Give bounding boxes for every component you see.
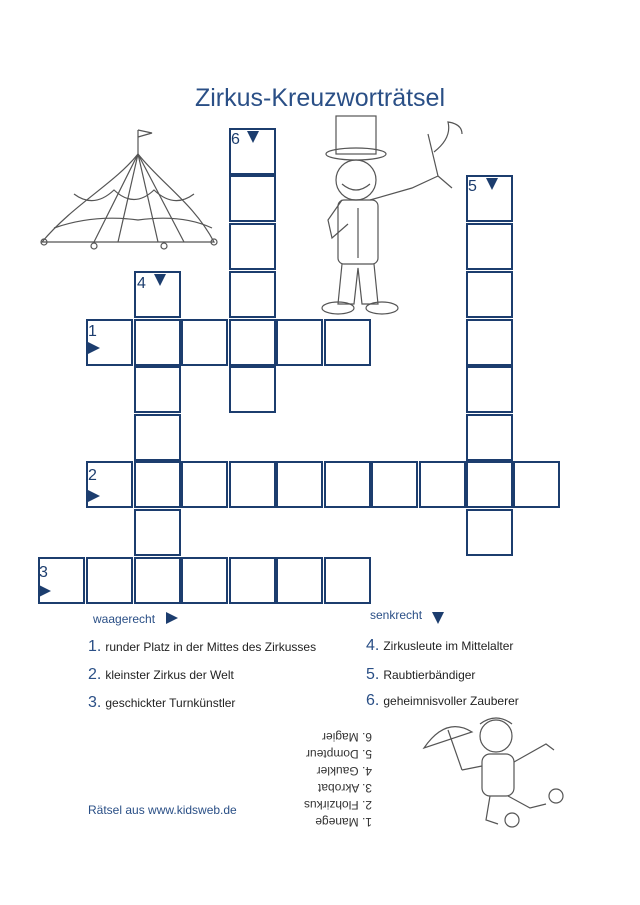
grid-cell[interactable] [513,461,560,508]
answer-item: 2. Flohzirkus [303,798,372,812]
grid-number-3: 3 [39,564,48,581]
grid-cell[interactable] [134,461,181,508]
grid-number-2: 2 [88,467,97,484]
heading-across: waagerecht [93,612,156,626]
clue-across-1: 1. runder Platz in der Mittes des Zirkusses [88,638,317,655]
grid-cell[interactable] [419,461,466,508]
grid-cell[interactable] [324,319,371,366]
grid-cell[interactable] [181,319,228,366]
grid-cell[interactable] [134,414,181,461]
grid-number-1: 1 [88,323,97,340]
grid-cell[interactable] [324,461,371,508]
grid-cell[interactable] [466,366,513,413]
arrow-right-icon [88,342,100,354]
clue-across-3: 3. geschickter Turnkünstler [88,694,236,711]
grid-cell[interactable] [229,557,276,604]
grid-cell[interactable] [229,271,276,318]
grid-cell[interactable] [134,509,181,556]
grid-cell[interactable] [86,557,133,604]
grid-number-6: 6 [231,131,240,148]
grid-cell[interactable] [466,509,513,556]
grid-number-5: 5 [468,178,477,195]
grid-cell[interactable] [229,319,276,366]
clue-across-2: 2. kleinster Zirkus der Welt [88,666,234,683]
grid-cell[interactable] [466,461,513,508]
grid-cell[interactable] [276,319,323,366]
grid-cell[interactable] [229,175,276,222]
grid-cell[interactable] [229,223,276,270]
answer-key [288,728,372,830]
arrow-right-icon [166,612,178,624]
grid-cell[interactable] [371,461,418,508]
grid-cell[interactable] [229,461,276,508]
arrow-right-icon [39,585,51,597]
arrow-down-icon [432,612,444,624]
page-title: Zirkus-Kreuzworträtsel [194,84,446,112]
grid-cell[interactable] [466,223,513,270]
grid-cell[interactable] [134,319,181,366]
answer-item: 6. Magier [321,730,372,744]
grid-cell[interactable] [181,557,228,604]
grid-cell[interactable] [134,366,181,413]
answer-item: 5. Dompteur [305,747,372,761]
grid-cell[interactable] [276,557,323,604]
grid-cell[interactable] [466,319,513,366]
arrow-right-icon [88,490,100,502]
arrow-down-icon [247,131,259,143]
clue-down-5: 5. Raubtierbändiger [366,666,476,683]
grid-cell[interactable] [466,271,513,318]
grid-cell[interactable] [466,414,513,461]
grid-cell[interactable] [276,461,323,508]
answer-item: 1. Manege [315,815,372,829]
grid-cell[interactable] [134,557,181,604]
answer-item: 4. Gaukler [316,764,372,778]
grid-cell[interactable] [324,557,371,604]
answer-item: 3. Akrobat [317,781,372,795]
source-credit: Rätsel aus www.kidsweb.de [88,803,237,817]
grid-cell[interactable] [229,366,276,413]
grid-cell[interactable] [181,461,228,508]
arrow-down-icon [154,274,166,286]
arrow-down-icon [486,178,498,190]
clue-down-4: 4. Zirkusleute im Mittelalter [366,637,514,654]
heading-down: senkrecht [370,608,423,622]
clue-down-6: 6. geheimnisvoller Zauberer [366,692,519,709]
grid-number-4: 4 [137,275,146,292]
